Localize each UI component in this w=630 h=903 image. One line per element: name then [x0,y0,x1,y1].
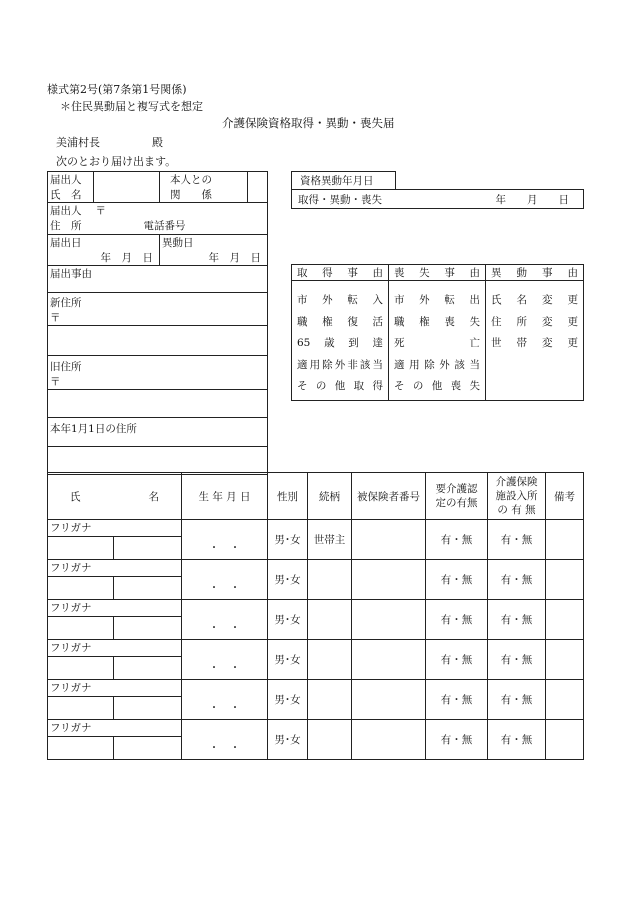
sex-field[interactable]: 男･女 [268,680,308,720]
sex-field[interactable]: 男･女 [268,560,308,600]
remarks-field[interactable] [546,720,584,760]
remarks-field[interactable] [546,640,584,680]
new-address-label: 新住所 〒 [48,293,268,326]
insured-number-field[interactable] [352,680,426,720]
reason-item[interactable]: 適用除外該当 [394,358,480,371]
sex-field[interactable]: 男･女 [268,600,308,640]
reason-item[interactable]: その他取得 [297,380,383,392]
furigana-label: フリガナ [48,640,182,657]
honorific: 殿 [152,136,163,149]
sex-field[interactable]: 男･女 [268,720,308,760]
change-date-field[interactable]: 異動日 年 月 日 [160,235,268,266]
relation-header: 続柄 [308,473,352,520]
form-note: ＊住民異動届と複写式を想定 [60,100,203,113]
care-cert-field[interactable]: 有・無 [426,640,488,680]
relation-field[interactable] [308,560,352,600]
birthdate-field[interactable]: ・ ・ [182,680,268,720]
relation-field[interactable] [308,680,352,720]
care-cert-field[interactable]: 有・無 [426,680,488,720]
jan1-address-label: 本年1月1日の住所 [48,418,268,447]
name-field[interactable] [48,697,114,720]
change-reason-list [486,281,584,401]
care-cert-field[interactable]: 有・無 [426,600,488,640]
old-address-label: 旧住所 〒 [48,356,268,390]
insured-number-field[interactable] [352,640,426,680]
insured-number-header: 被保険者番号 [352,473,426,520]
facility-field[interactable]: 有・無 [488,720,546,760]
name-field[interactable] [48,537,114,560]
furigana-label: フリガナ [48,600,182,617]
name-field[interactable] [48,657,114,680]
reason-item[interactable]: 市外転出 [394,294,480,306]
name-field[interactable] [114,577,182,600]
name-field[interactable] [114,537,182,560]
care-cert-field[interactable]: 有・無 [426,520,488,560]
name-field[interactable] [48,737,114,760]
furigana-label: フリガナ [48,720,182,737]
new-address-field[interactable] [48,326,268,356]
applicant-address-label: 届出人 住 所 [48,203,94,235]
reason-table [291,264,584,401]
loss-reason-header: 喪失事由 [389,265,486,281]
phone-label: 電話番号 [143,220,186,232]
furigana-label: フリガナ [48,680,182,697]
qualification-date-table [291,171,584,209]
intro-text: 次のとおり届け出ます。 [56,155,177,168]
birthdate-field[interactable]: ・ ・ [182,520,268,560]
acquisition-reason-header: 取得事由 [292,265,389,281]
reason-item[interactable]: 市外転入 [297,294,383,306]
sex-header: 性別 [268,473,308,520]
sex-field[interactable]: 男･女 [268,520,308,560]
insured-number-field[interactable] [352,600,426,640]
remarks-field[interactable] [546,600,584,640]
persons-table [47,472,584,760]
name-header: 氏 名 [48,473,182,520]
relation-field[interactable] [248,172,268,203]
relation-field[interactable] [308,600,352,640]
name-field[interactable] [114,657,182,680]
reason-item[interactable]: 65歳到達 [297,337,383,349]
name-field[interactable] [48,617,114,640]
insured-number-field[interactable] [352,560,426,600]
reason-item[interactable]: 適用除外非該当 [297,358,383,371]
applicant-name-label: 届出人 氏 名 [48,172,94,203]
care-cert-header: 要介護認 定の有無 [426,473,488,520]
remarks-field[interactable] [546,680,584,720]
reason-item[interactable]: 死亡 [394,337,480,349]
name-field[interactable] [114,697,182,720]
acquisition-reason-list [292,281,389,401]
postal-mark: 〒 [95,205,106,217]
applicant-name-field[interactable] [94,172,160,203]
name-field[interactable] [114,617,182,640]
insured-number-field[interactable] [352,720,426,760]
reason-item[interactable]: 職権復活 [297,315,383,328]
notify-date-field[interactable]: 届出日 年 月 日 [48,235,160,266]
relation-field[interactable] [308,640,352,680]
remarks-field[interactable] [546,560,584,600]
birthdate-field[interactable]: ・ ・ [182,640,268,680]
name-field[interactable] [48,577,114,600]
sex-field[interactable]: 男･女 [268,640,308,680]
qualification-date-row-label: 取得・異動・喪失 [292,190,396,209]
care-cert-field[interactable]: 有・無 [426,720,488,760]
reason-item[interactable]: 職権喪失 [394,315,480,328]
qualification-date-field[interactable]: 年 月 日 [396,190,584,209]
applicant-address-field[interactable] [94,203,268,235]
jan1-address-field[interactable] [48,447,268,475]
change-reason-header: 異動事由 [486,265,584,281]
furigana-label: フリガナ [48,560,182,577]
relation-field[interactable] [308,720,352,760]
facility-field[interactable]: 有・無 [488,520,546,560]
form-number: 様式第2号(第7条第1号関係) [47,83,187,96]
furigana-label: フリガナ [48,520,182,537]
reason-item[interactable]: 住所変更 [491,315,578,328]
form-title: 介護保険資格取得・異動・喪失届 [222,116,395,130]
relation-field[interactable]: 世帯主 [308,520,352,560]
facility-header: 介護保険 施設入所 の 有 無 [488,473,546,520]
reason-item[interactable]: 氏名変更 [491,294,578,306]
applicant-table [47,171,268,475]
birthdate-header: 生 年 月 日 [182,473,268,520]
birthdate-field[interactable]: ・ ・ [182,720,268,760]
reason-item[interactable]: 世帯変更 [491,337,578,349]
old-address-field[interactable] [48,390,268,418]
facility-field[interactable]: 有・無 [488,600,546,640]
reason-item[interactable]: その他喪失 [394,380,480,392]
facility-field[interactable]: 有・無 [488,640,546,680]
qualification-date-label: 資格異動年月日 [292,172,396,190]
name-field[interactable] [114,737,182,760]
reason-label: 届出事由 [48,266,268,293]
birthdate-field[interactable]: ・ ・ [182,600,268,640]
addressee: 美浦村長 [56,136,100,149]
loss-reason-list [389,281,486,401]
relation-label: 本人との 関 係 [160,172,248,203]
remarks-field[interactable] [546,520,584,560]
birthdate-field[interactable]: ・ ・ [182,560,268,600]
care-cert-field[interactable]: 有・無 [426,560,488,600]
facility-field[interactable]: 有・無 [488,680,546,720]
remarks-header: 備考 [546,473,584,520]
facility-field[interactable]: 有・無 [488,560,546,600]
insured-number-field[interactable] [352,520,426,560]
